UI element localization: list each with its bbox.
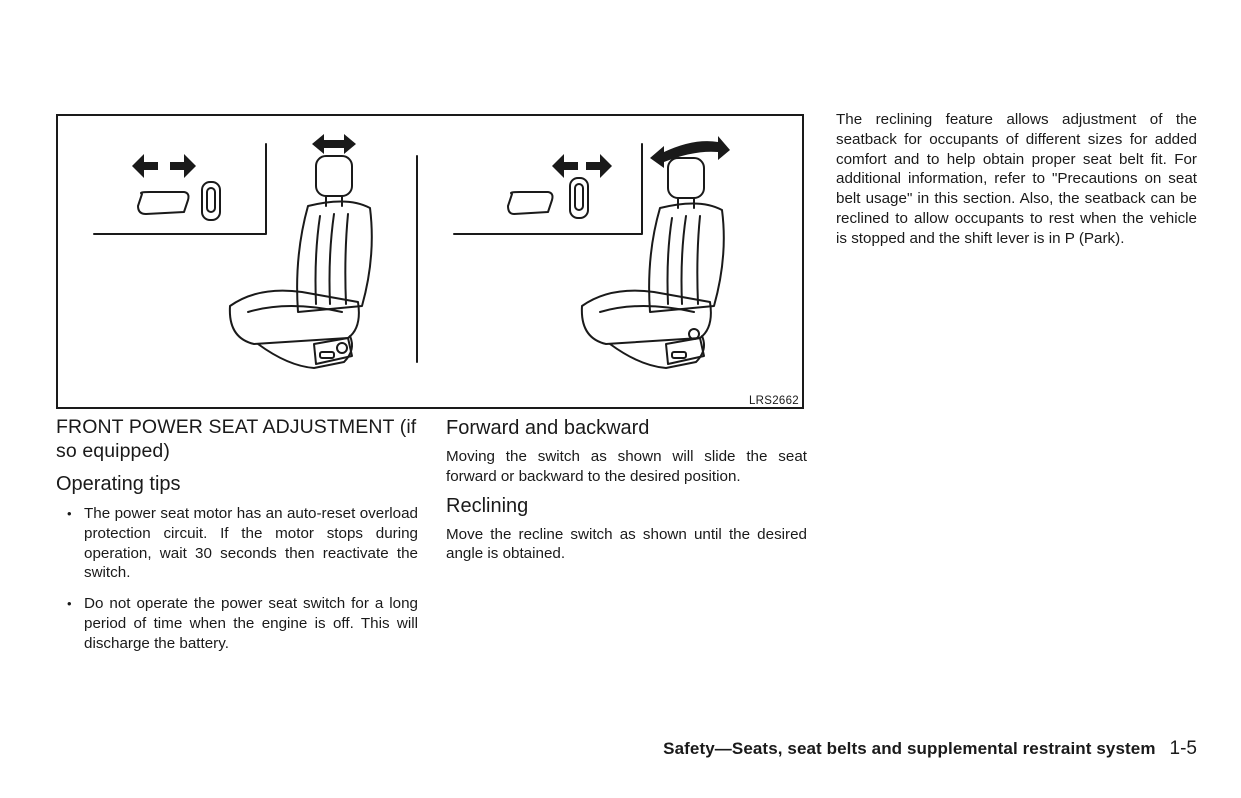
bullet-icon: • [67, 506, 72, 521]
page-number: 1-5 [1169, 738, 1197, 759]
right-column [836, 110, 1197, 249]
page-footer [663, 738, 1197, 760]
list-item [56, 504, 418, 583]
switch-inset-frame-left [94, 144, 266, 234]
slide-double-arrow-icon [312, 134, 356, 154]
arrow-left-icon [132, 154, 158, 178]
reclining-text: Move the recline switch as shown until the desired angle is obtained. [446, 525, 807, 563]
reclining-feature-text: The reclining feature allows adjustment of the seatback for occupants of different sizes for added comfort and to help obtain proper seat belt fit. For additional information, refer to "Precautions on seat belt usage" in this section. Also, the seatback can be reclined to allow occupants to rest when the vehicle is stopped and the shift lever is in P (Park). [836, 111, 1197, 247]
forward-backward-heading: Forward and backward [446, 417, 650, 439]
arrow-left-icon [552, 154, 578, 178]
left-column [56, 415, 418, 665]
slide-switch-left [138, 192, 189, 214]
seat-left [230, 156, 372, 368]
seat-right [582, 158, 724, 368]
arrow-right-icon [586, 154, 612, 178]
forward-backward-text: Moving the switch as shown will slide the seat forward or backward to the desired position. [446, 448, 807, 485]
bullet-icon: • [67, 596, 72, 612]
tips-list [56, 504, 418, 654]
middle-column [446, 415, 807, 570]
seat-adjustment-illustration [56, 114, 804, 409]
operating-tips-heading: Operating tips [56, 473, 181, 495]
tip-text: The power seat motor has an auto-reset overload protection circuit. If the motor stops during operation, wait 30 seconds then reactivate the switch. [84, 505, 418, 582]
list-item [56, 594, 418, 653]
reclining-heading: Reclining [446, 494, 529, 517]
figure-code: LRS2662 [748, 395, 799, 407]
chapter-title: Safety—Seats, seat belts and supplemental restraint system [663, 739, 1156, 758]
arrow-right-icon [170, 154, 196, 178]
switch-inset-frame-right [454, 144, 642, 234]
section-heading: FRONT POWER SEAT ADJUSTMENT (if so equipped) [56, 416, 417, 462]
tip-text: Do not operate the power seat switch for a long period of time when the engine is off. This will discharge the battery. [84, 595, 418, 652]
slide-switch-right [508, 192, 553, 214]
recline-curved-arrow-icon [650, 136, 730, 168]
